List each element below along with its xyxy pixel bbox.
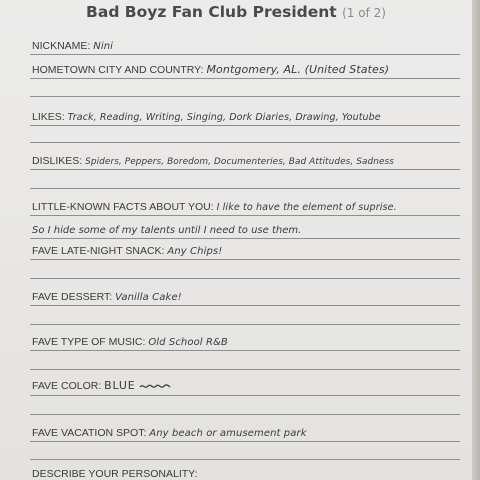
- field-label: FAVE LATE-NIGHT SNACK:: [32, 245, 165, 257]
- paper-edge-shadow: [472, 0, 480, 480]
- answer-line: [30, 459, 460, 460]
- squiggle-doodle-icon: [138, 381, 172, 391]
- field-facts: [32, 201, 397, 214]
- field-label: FAVE VACATION SPOT:: [32, 427, 147, 439]
- field-answer: Nini: [93, 41, 114, 52]
- field-answer: Vanilla Cake!: [115, 292, 182, 303]
- answer-line: [30, 395, 460, 396]
- answer-line: [30, 96, 460, 97]
- facts-continuation: So I hide some of my talents until I need to use them.: [32, 225, 302, 236]
- answer-line: [30, 350, 460, 351]
- field-label: FAVE TYPE OF MUSIC:: [32, 336, 146, 348]
- field-label: DESCRIBE YOUR PERSONALITY:: [32, 468, 198, 480]
- answer-line: [30, 278, 460, 279]
- field-answer: BLUE: [104, 379, 136, 392]
- page-indicator: (1 of 2): [342, 6, 386, 20]
- field-answer: Montgomery, AL. (United States): [206, 63, 390, 76]
- answer-line: [30, 142, 460, 143]
- field-answer: Any Chips!: [167, 246, 223, 257]
- field-answer: I like to have the element of suprise.: [216, 202, 397, 213]
- field-dislikes: [32, 155, 394, 168]
- field-snack: [32, 245, 222, 258]
- field-label: FAVE COLOR:: [32, 380, 102, 392]
- answer-line: [30, 259, 460, 260]
- field-color: [32, 380, 172, 392]
- answer-line: [30, 369, 460, 370]
- field-label: HOMETOWN CITY AND COUNTRY:: [32, 64, 204, 76]
- field-likes: [32, 111, 381, 124]
- field-label: FAVE DESSERT:: [32, 291, 113, 303]
- field-nickname: [32, 40, 113, 53]
- form-title: [0, 3, 472, 21]
- field-music: [32, 336, 228, 349]
- field-hometown: [32, 64, 389, 76]
- answer-line: [30, 54, 460, 55]
- answer-line: [30, 414, 460, 415]
- field-dessert: [32, 291, 182, 304]
- answer-line: [30, 169, 460, 170]
- answer-line: [30, 188, 460, 189]
- field-answer: Spiders, Peppers, Boredom, Documenteries, Bad Attitudes, Sadness: [85, 157, 394, 167]
- field-vacation: [32, 427, 307, 440]
- answer-line: [30, 238, 460, 239]
- field-answer: Track, Reading, Writing, Singing, Dork Diaries, Drawing, Youtube: [67, 112, 381, 123]
- answer-line: [30, 78, 460, 79]
- answer-line: [30, 125, 460, 126]
- answer-line: [30, 215, 460, 216]
- field-label: LITTLE-KNOWN FACTS ABOUT YOU:: [32, 201, 214, 213]
- form-title-text: Bad Boyz Fan Club President: [86, 3, 337, 21]
- field-label: NICKNAME:: [32, 40, 91, 52]
- field-label: LIKES:: [32, 111, 65, 123]
- answer-line: [30, 324, 460, 325]
- field-answer: Any beach or amusement park: [149, 428, 307, 439]
- answer-line: [30, 305, 460, 306]
- field-label: DISLIKES:: [32, 155, 83, 167]
- field-answer: Old School R&B: [148, 337, 228, 348]
- field-personality: [32, 468, 198, 480]
- answer-line: [30, 441, 460, 442]
